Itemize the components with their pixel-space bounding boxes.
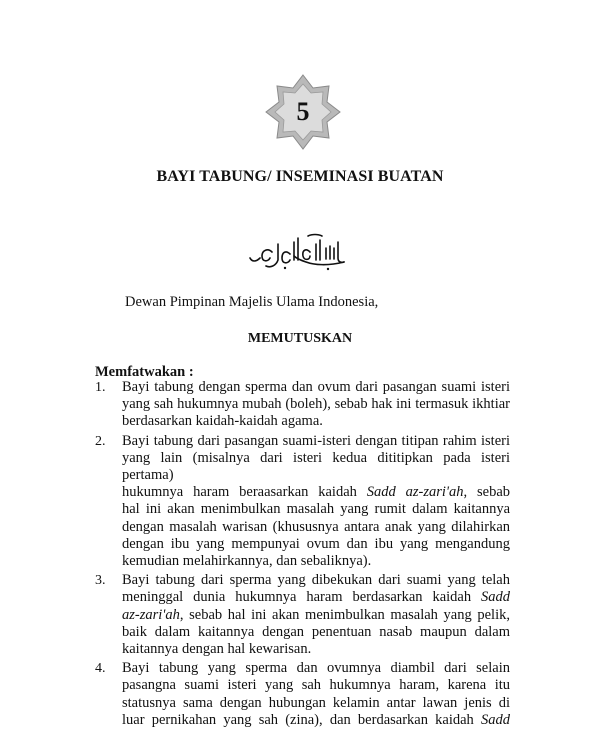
item-text-line: dengan masalah warisan (khususnya antara anak yang dilahirkan [122,518,510,535]
item-text-line: yang sah hukumnya mubah (boleh), sebab hak ini termasuk ikhtiar [122,396,510,413]
term-sadd: Sadd [481,589,510,606]
item-text-line: luar pernikahan yang sah (zina), dan berdasarkan kaidah Sadd [122,711,510,728]
item-text-line: kemudian melahirkannya, dan sebaliknya). [122,553,372,570]
chapter-number-badge [264,73,342,151]
chapter-title: BAYI TABUNG/ INSEMINASI BUATAN [156,168,444,185]
item-text-line: hal ini akan menimbulkan masalah yang rumit dalam kaitannya [122,501,510,518]
item-text-line: Bayi tabung yang sperma dan ovumnya diambil dari selain [122,660,510,677]
item-text-line: berdasarkan kaidah-kaidah agama. [122,413,323,430]
list-item [95,660,510,729]
list-item [95,379,510,431]
fatwa-list [95,379,510,729]
list-item [95,572,510,658]
item-text-line: pasangna suami isteri yang sah hukumnya haram, karena itu [122,677,510,694]
item-text-line: az-zari'ah, sebab hal ini akan menimbulkan masalah yang pelik, [122,606,510,623]
fatwa-label: Memfatwakan : [95,364,194,380]
decision-heading: MEMUTUSKAN [247,331,353,346]
item-text-line: baik dalam kaitannya dengan penentuan nasab maupun dalam [122,623,510,640]
list-item [95,433,510,571]
term-az-zariah: az-zari'ah [122,606,180,623]
basmala-calligraphy [248,232,348,274]
item-text-line: meninggal dunia hukumnya haram berdasarkan kaidah Sadd [122,589,510,606]
term-sadd: Sadd [481,711,510,728]
chapter-number: 5 [296,97,310,126]
salutation-text: Dewan Pimpinan Majelis Ulama Indonesia, [125,294,379,310]
item-text-line: Bayi tabung dengan sperma dan ovum dari pasangan suami isteri [122,379,510,395]
item-text-line: kaitannya dengan hal kewarisan. [122,641,312,658]
item-text-line: Bayi tabung dari pasangan suami-isteri dengan titipan rahim isteri [122,432,510,449]
item-text-line: dengan ibu yang mempunyai ovum dan ibu yang mengandung [122,535,510,552]
list-item-number: 1. [95,380,106,395]
item-text-line: Bayi tabung dari sperma yang dibekukan dari suami yang telah [122,572,510,589]
item-text-line: yang lain (misalnya dari isteri kedua dititipkan pada isteri pertama) [122,449,510,484]
list-item-number: 3. [95,573,106,589]
term-sadd-az-zariah: Sadd az-zari'ah [366,484,464,501]
item-text-line: hukumnya haram beraasarkan kaidah Sadd az-zari'ah, sebab [122,484,511,501]
item-text-line: statusnya sama dengan hubungan kelamin antar lawan jenis di [122,694,510,711]
list-item-number: 4. [95,661,106,677]
list-item-number: 2. [95,433,106,449]
